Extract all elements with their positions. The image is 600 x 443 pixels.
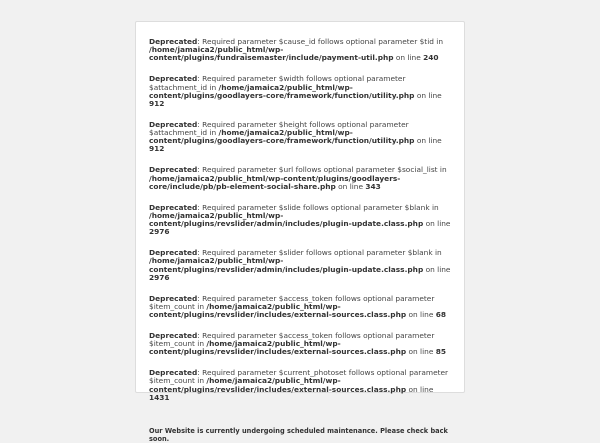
notice-file-path: /home/jamaica2/public_html/wp-content/plugins/revslider/includes/external-sources.class.php <box>149 301 407 319</box>
notice-on-line-text: on line <box>393 53 424 63</box>
notice-on-line-text: on line <box>423 264 451 274</box>
notice-on-line-text: on line <box>406 347 436 357</box>
notice-on-line-text: on line <box>406 384 434 394</box>
notice-on-line-text: on line <box>423 219 451 228</box>
notice-message: : Required parameter $current_photoset follows optional parameter $item_count in <box>149 368 449 386</box>
deprecation-notice-list <box>149 38 451 402</box>
deprecation-notice <box>149 249 451 282</box>
notice-message: : Required parameter $cause_id follows optional parameter $tid in <box>197 37 444 46</box>
notice-level: Deprecated <box>149 119 198 129</box>
notice-line-number: 2976 <box>149 272 170 282</box>
deprecation-notice <box>149 332 451 357</box>
notice-line-number: 343 <box>365 181 381 191</box>
notice-file-path: /home/jamaica2/public_html/wp-content/plugins/goodlayers-core/framework/function/utility.php <box>149 128 415 146</box>
notice-level: Deprecated <box>149 202 198 212</box>
deprecation-notice <box>149 369 451 402</box>
notice-file-path: /home/jamaica2/public_html/wp-content/plugins/fundraisemaster/include/payment-util.php <box>149 45 394 63</box>
notice-message: : Required parameter $slide follows optional parameter $blank in <box>197 202 439 212</box>
maintenance-message: Our Website is currently undergoing scheduled maintenance. Please check back soon. <box>149 427 448 443</box>
deprecation-notice <box>149 38 451 63</box>
notice-message: : Required parameter $access_token follows optional parameter $item_count in <box>149 293 435 311</box>
deprecation-notice <box>149 121 451 154</box>
notice-level: Deprecated <box>149 368 198 378</box>
notice-line-number: 68 <box>435 310 447 319</box>
notice-line-number: 85 <box>435 347 447 357</box>
notice-file-path: /home/jamaica2/public_html/wp-content/plugins/goodlayers-core/include/pb/pb-element-social-share.php <box>149 173 401 191</box>
notice-on-line-text: on line <box>414 136 442 146</box>
notice-level: Deprecated <box>149 74 198 84</box>
notice-file-path: /home/jamaica2/public_html/wp-content/plugins/revslider/admin/includes/plugin-update.class.php <box>149 256 424 274</box>
notice-file-path: /home/jamaica2/public_html/wp-content/plugins/revslider/admin/includes/plugin-update.class.php <box>149 210 424 228</box>
deprecation-notice <box>149 204 451 237</box>
notice-line-number: 912 <box>149 98 165 108</box>
notice-level: Deprecated <box>149 248 198 258</box>
notice-level: Deprecated <box>149 165 198 175</box>
deprecation-notice <box>149 295 451 320</box>
notice-line-number: 240 <box>423 53 439 63</box>
notice-file-path: /home/jamaica2/public_html/wp-content/plugins/revslider/includes/external-sources.class.php <box>149 339 407 357</box>
maintenance-card <box>135 21 465 443</box>
notice-message: : Required parameter $slider follows optional parameter $blank in <box>197 248 442 258</box>
notice-line-number: 912 <box>149 144 165 154</box>
notice-file-path: /home/jamaica2/public_html/wp-content/plugins/goodlayers-core/framework/function/utility.php <box>149 82 415 100</box>
notice-line-number: 1431 <box>149 392 170 402</box>
notice-line-number: 2976 <box>149 227 170 237</box>
notice-on-line-text: on line <box>414 90 442 100</box>
notice-level: Deprecated <box>149 293 198 303</box>
notice-file-path: /home/jamaica2/public_html/wp-content/plugins/revslider/includes/external-sources.class.php <box>149 376 407 394</box>
notice-message: : Required parameter $width follows optional parameter $attachment_id in <box>149 74 406 92</box>
notice-level: Deprecated <box>149 37 198 46</box>
notice-on-line-text: on line <box>335 181 366 191</box>
notice-message: : Required parameter $url follows optional parameter $social_list in <box>197 165 447 175</box>
deprecation-notice <box>149 166 451 191</box>
notice-level: Deprecated <box>149 330 198 340</box>
notice-on-line-text: on line <box>406 310 436 319</box>
notice-message: : Required parameter $access_token follows optional parameter $item_count in <box>149 330 435 349</box>
notice-message: : Required parameter $height follows optional parameter $attachment_id in <box>149 119 409 137</box>
deprecation-notice <box>149 75 451 108</box>
